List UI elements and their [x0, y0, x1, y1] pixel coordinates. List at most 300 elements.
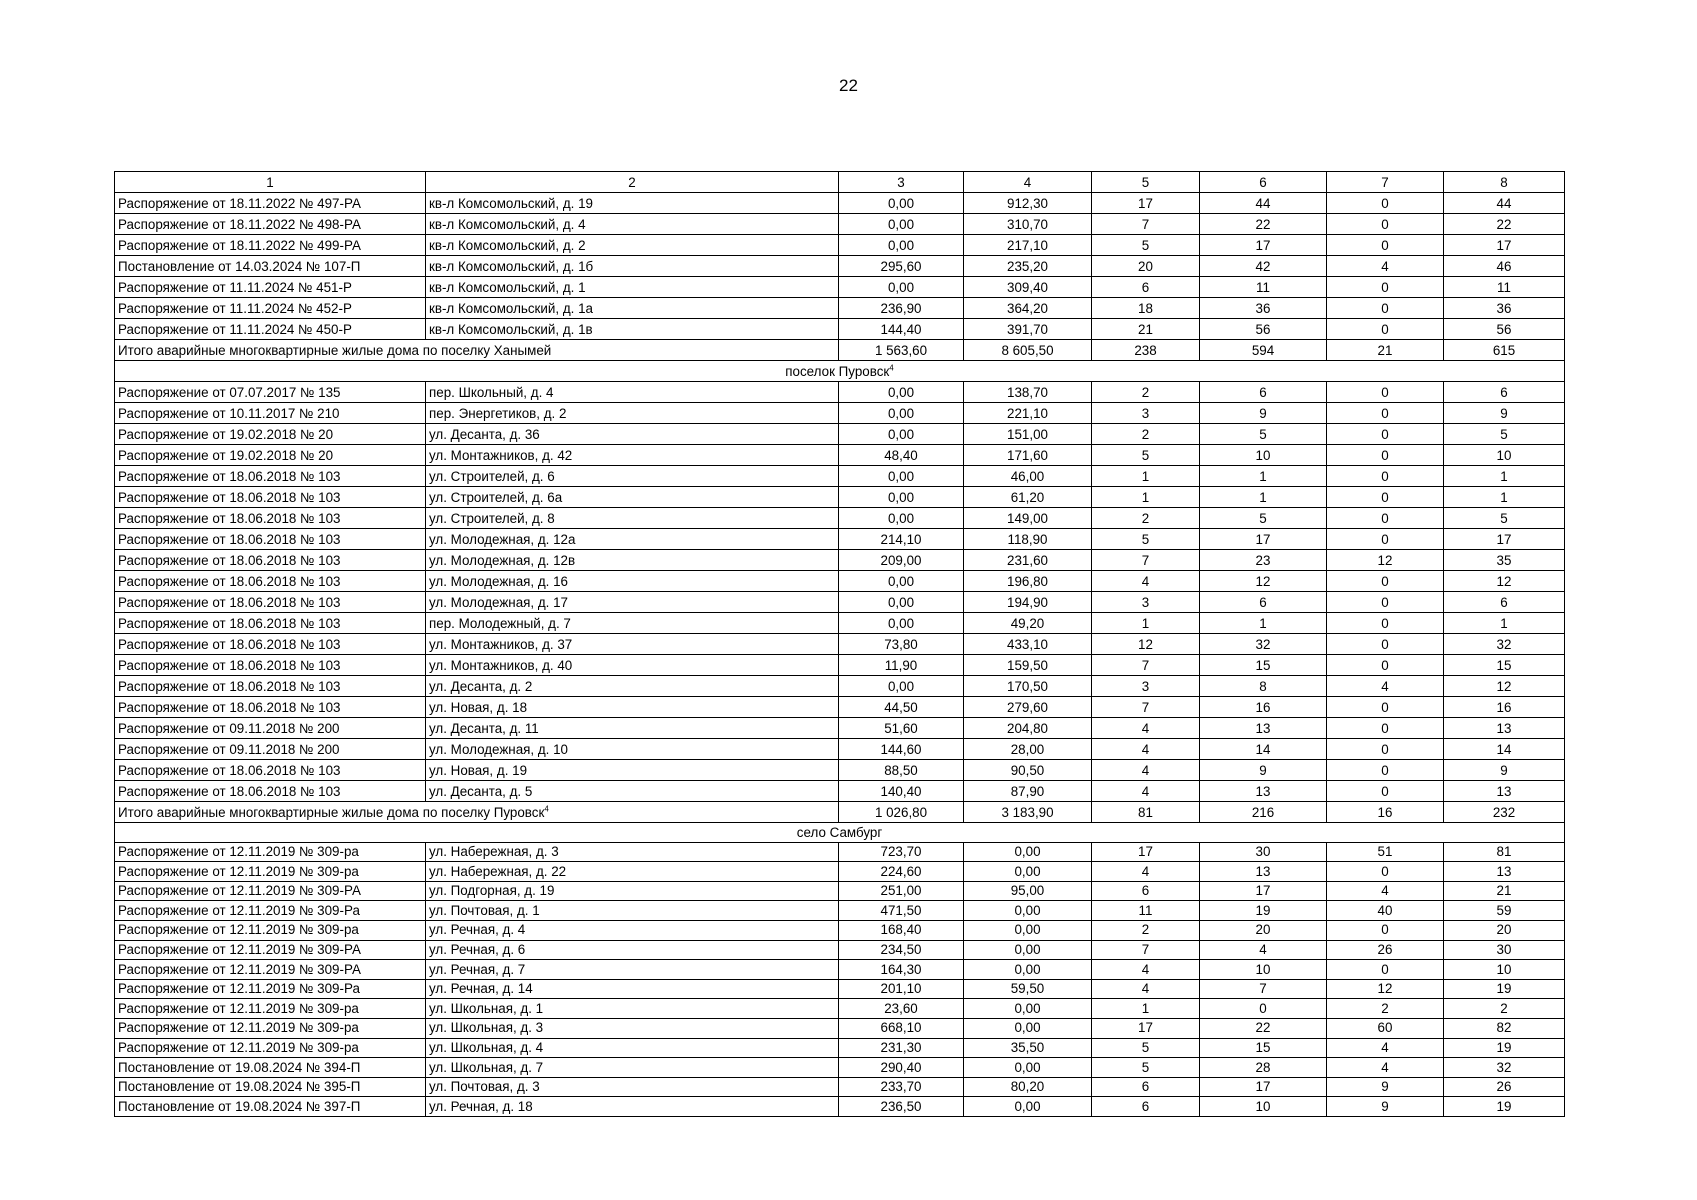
value-cell: 49,20: [964, 613, 1092, 634]
table-row: [115, 697, 1565, 718]
value-cell: 21: [1092, 319, 1200, 340]
document-cell: Постановление от 19.08.2024 № 394-П: [115, 1058, 426, 1078]
value-cell: 290,40: [839, 1058, 964, 1078]
value-cell: 0: [1200, 999, 1327, 1019]
value-cell: 4: [1327, 1058, 1444, 1078]
data-table: [114, 171, 1565, 1117]
value-cell: 295,60: [839, 256, 964, 277]
document-cell: Распоряжение от 18.06.2018 № 103: [115, 781, 426, 802]
value-cell: 60: [1327, 1018, 1444, 1038]
value-cell: 23,60: [839, 999, 964, 1019]
address-cell: ул. Речная, д. 4: [426, 920, 839, 940]
document-cell: Распоряжение от 18.06.2018 № 103: [115, 487, 426, 508]
address-cell: ул. Речная, д. 7: [426, 960, 839, 980]
table-row: [115, 901, 1565, 921]
value-cell: 12: [1444, 676, 1565, 697]
section-header-row: [115, 823, 1565, 843]
value-cell: 90,50: [964, 760, 1092, 781]
value-cell: 221,10: [964, 403, 1092, 424]
value-cell: 17: [1092, 193, 1200, 214]
document-cell: Распоряжение от 07.07.2017 № 135: [115, 382, 426, 403]
value-cell: 4: [1327, 1038, 1444, 1058]
document-cell: Распоряжение от 12.11.2019 № 309-ра: [115, 842, 426, 862]
table-row: [115, 571, 1565, 592]
column-number-cell: 6: [1200, 172, 1327, 193]
value-cell: 12: [1444, 571, 1565, 592]
document-cell: Распоряжение от 18.06.2018 № 103: [115, 613, 426, 634]
total-value-cell: 238: [1092, 340, 1200, 361]
value-cell: 6: [1200, 592, 1327, 613]
document-cell: Распоряжение от 12.11.2019 № 309-ра: [115, 999, 426, 1019]
value-cell: 3: [1092, 676, 1200, 697]
value-cell: 0: [1327, 466, 1444, 487]
value-cell: 217,10: [964, 235, 1092, 256]
value-cell: 0: [1327, 592, 1444, 613]
address-cell: кв-л Комсомольский, д. 1: [426, 277, 839, 298]
value-cell: 12: [1092, 634, 1200, 655]
value-cell: 0,00: [964, 901, 1092, 921]
value-cell: 0,00: [839, 382, 964, 403]
value-cell: 5: [1092, 235, 1200, 256]
address-cell: ул. Молодежная, д. 12в: [426, 550, 839, 571]
document-cell: Распоряжение от 18.06.2018 № 103: [115, 655, 426, 676]
value-cell: 81: [1444, 842, 1565, 862]
document-cell: Распоряжение от 18.06.2018 № 103: [115, 508, 426, 529]
value-cell: 4: [1200, 940, 1327, 960]
table-row: [115, 256, 1565, 277]
value-cell: 118,90: [964, 529, 1092, 550]
document-cell: Распоряжение от 12.11.2019 № 309-Ра: [115, 901, 426, 921]
value-cell: 12: [1327, 979, 1444, 999]
value-cell: 11: [1092, 901, 1200, 921]
value-cell: 144,60: [839, 739, 964, 760]
value-cell: 159,50: [964, 655, 1092, 676]
footnote-marker: 4: [889, 363, 894, 373]
table-row: [115, 550, 1565, 571]
value-cell: 4: [1092, 760, 1200, 781]
value-cell: 20: [1444, 920, 1565, 940]
value-cell: 0: [1327, 960, 1444, 980]
value-cell: 2: [1444, 999, 1565, 1019]
value-cell: 0: [1327, 571, 1444, 592]
value-cell: 0: [1327, 277, 1444, 298]
value-cell: 0,00: [839, 466, 964, 487]
value-cell: 13: [1200, 781, 1327, 802]
address-cell: кв-л Комсомольский, д. 1б: [426, 256, 839, 277]
value-cell: 26: [1327, 940, 1444, 960]
value-cell: 5: [1092, 445, 1200, 466]
document-cell: Распоряжение от 18.11.2022 № 499-РА: [115, 235, 426, 256]
total-row: [115, 340, 1565, 361]
value-cell: 44: [1444, 193, 1565, 214]
value-cell: 40: [1327, 901, 1444, 921]
value-cell: 32: [1200, 634, 1327, 655]
total-value-cell: 216: [1200, 802, 1327, 823]
value-cell: 0: [1327, 655, 1444, 676]
value-cell: 4: [1092, 739, 1200, 760]
value-cell: 0: [1327, 235, 1444, 256]
value-cell: 912,30: [964, 193, 1092, 214]
value-cell: 0: [1327, 193, 1444, 214]
value-cell: 170,50: [964, 676, 1092, 697]
value-cell: 13: [1200, 862, 1327, 882]
table-row: [115, 881, 1565, 901]
value-cell: 17: [1444, 529, 1565, 550]
value-cell: 10: [1200, 1097, 1327, 1117]
value-cell: 0,00: [839, 487, 964, 508]
document-cell: Распоряжение от 18.06.2018 № 103: [115, 592, 426, 613]
value-cell: 59,50: [964, 979, 1092, 999]
table-row: [115, 940, 1565, 960]
value-cell: 236,50: [839, 1097, 964, 1117]
document-cell: Распоряжение от 12.11.2019 № 309-РА: [115, 881, 426, 901]
value-cell: 0,00: [839, 592, 964, 613]
document-cell: Распоряжение от 09.11.2018 № 200: [115, 739, 426, 760]
value-cell: 6: [1092, 277, 1200, 298]
document-cell: Распоряжение от 12.11.2019 № 309-ра: [115, 1018, 426, 1038]
document-cell: Распоряжение от 11.11.2024 № 452-Р: [115, 298, 426, 319]
value-cell: 51,60: [839, 718, 964, 739]
document-cell: Распоряжение от 18.06.2018 № 103: [115, 571, 426, 592]
value-cell: 194,90: [964, 592, 1092, 613]
address-cell: ул. Строителей, д. 6а: [426, 487, 839, 508]
value-cell: 11: [1200, 277, 1327, 298]
table-row: [115, 862, 1565, 882]
value-cell: 1: [1444, 466, 1565, 487]
value-cell: 0: [1327, 424, 1444, 445]
value-cell: 251,00: [839, 881, 964, 901]
value-cell: 14: [1444, 739, 1565, 760]
value-cell: 30: [1444, 940, 1565, 960]
value-cell: 1: [1444, 613, 1565, 634]
document-cell: Распоряжение от 12.11.2019 № 309-ра: [115, 920, 426, 940]
table-row: [115, 842, 1565, 862]
value-cell: 82: [1444, 1018, 1565, 1038]
value-cell: 4: [1327, 881, 1444, 901]
table-row: [115, 214, 1565, 235]
value-cell: 61,20: [964, 487, 1092, 508]
address-cell: пер. Энергетиков, д. 2: [426, 403, 839, 424]
value-cell: 0,00: [964, 1097, 1092, 1117]
value-cell: 10: [1200, 445, 1327, 466]
column-number-cell: 4: [964, 172, 1092, 193]
value-cell: 7: [1092, 214, 1200, 235]
document-cell: Распоряжение от 10.11.2017 № 210: [115, 403, 426, 424]
value-cell: 0,00: [964, 1058, 1092, 1078]
value-cell: 4: [1092, 960, 1200, 980]
column-number-cell: 7: [1327, 172, 1444, 193]
value-cell: 17: [1200, 529, 1327, 550]
value-cell: 279,60: [964, 697, 1092, 718]
document-cell: Распоряжение от 18.11.2022 № 497-РА: [115, 193, 426, 214]
address-cell: ул. Школьная, д. 7: [426, 1058, 839, 1078]
value-cell: 17: [1092, 1018, 1200, 1038]
value-cell: 46,00: [964, 466, 1092, 487]
value-cell: 8: [1200, 676, 1327, 697]
value-cell: 196,80: [964, 571, 1092, 592]
address-cell: ул. Речная, д. 18: [426, 1097, 839, 1117]
value-cell: 1: [1092, 466, 1200, 487]
value-cell: 0: [1327, 214, 1444, 235]
value-cell: 13: [1200, 718, 1327, 739]
value-cell: 224,60: [839, 862, 964, 882]
value-cell: 1: [1200, 466, 1327, 487]
value-cell: 0,00: [964, 920, 1092, 940]
table-row: [115, 424, 1565, 445]
table-row: [115, 655, 1565, 676]
column-number-cell: 3: [839, 172, 964, 193]
document-cell: Распоряжение от 11.11.2024 № 450-Р: [115, 319, 426, 340]
value-cell: 56: [1444, 319, 1565, 340]
table-row: [115, 999, 1565, 1019]
value-cell: 14: [1200, 739, 1327, 760]
value-cell: 44: [1200, 193, 1327, 214]
value-cell: 0: [1327, 403, 1444, 424]
value-cell: 5: [1092, 1058, 1200, 1078]
value-cell: 0: [1327, 298, 1444, 319]
value-cell: 15: [1200, 655, 1327, 676]
value-cell: 310,70: [964, 214, 1092, 235]
document-cell: Распоряжение от 11.11.2024 № 451-Р: [115, 277, 426, 298]
table-body: [115, 172, 1565, 1117]
value-cell: 214,10: [839, 529, 964, 550]
value-cell: 13: [1444, 781, 1565, 802]
address-cell: ул. Речная, д. 6: [426, 940, 839, 960]
address-cell: ул. Молодежная, д. 17: [426, 592, 839, 613]
table-row: [115, 466, 1565, 487]
address-cell: ул. Молодежная, д. 16: [426, 571, 839, 592]
value-cell: 433,10: [964, 634, 1092, 655]
value-cell: 0: [1327, 781, 1444, 802]
total-value-cell: 81: [1092, 802, 1200, 823]
document-cell: Распоряжение от 12.11.2019 № 309-ра: [115, 1038, 426, 1058]
value-cell: 0,00: [964, 862, 1092, 882]
value-cell: 0,00: [839, 613, 964, 634]
value-cell: 11,90: [839, 655, 964, 676]
value-cell: 235,20: [964, 256, 1092, 277]
section-header-row: [115, 361, 1565, 382]
table-row: [115, 1058, 1565, 1078]
value-cell: 15: [1444, 655, 1565, 676]
value-cell: 28,00: [964, 739, 1092, 760]
value-cell: 0: [1327, 487, 1444, 508]
total-value-cell: 1 026,80: [839, 802, 964, 823]
address-cell: ул. Монтажников, д. 42: [426, 445, 839, 466]
value-cell: 28: [1200, 1058, 1327, 1078]
value-cell: 17: [1444, 235, 1565, 256]
document-cell: Распоряжение от 18.06.2018 № 103: [115, 697, 426, 718]
address-cell: ул. Десанта, д. 5: [426, 781, 839, 802]
address-cell: кв-л Комсомольский, д. 4: [426, 214, 839, 235]
document-cell: Распоряжение от 18.06.2018 № 103: [115, 760, 426, 781]
value-cell: 6: [1092, 1097, 1200, 1117]
document-cell: Распоряжение от 19.02.2018 № 20: [115, 424, 426, 445]
value-cell: 35,50: [964, 1038, 1092, 1058]
address-cell: ул. Строителей, д. 8: [426, 508, 839, 529]
value-cell: 2: [1092, 508, 1200, 529]
total-value-cell: 8 605,50: [964, 340, 1092, 361]
address-cell: ул. Школьная, д. 1: [426, 999, 839, 1019]
address-cell: ул. Новая, д. 18: [426, 697, 839, 718]
value-cell: 3: [1092, 403, 1200, 424]
address-cell: кв-л Комсомольский, д. 1в: [426, 319, 839, 340]
value-cell: 56: [1200, 319, 1327, 340]
value-cell: 19: [1444, 979, 1565, 999]
value-cell: 234,50: [839, 940, 964, 960]
value-cell: 6: [1444, 382, 1565, 403]
page-number: 22: [839, 76, 858, 95]
value-cell: 9: [1444, 760, 1565, 781]
value-cell: 95,00: [964, 881, 1092, 901]
value-cell: 0: [1327, 445, 1444, 466]
table-row: [115, 760, 1565, 781]
table-row: [115, 1077, 1565, 1097]
value-cell: 4: [1092, 862, 1200, 882]
value-cell: 17: [1200, 235, 1327, 256]
document-cell: Постановление от 19.08.2024 № 397-П: [115, 1097, 426, 1117]
table-row: [115, 445, 1565, 466]
value-cell: 4: [1327, 256, 1444, 277]
address-cell: кв-л Комсомольский, д. 2: [426, 235, 839, 256]
value-cell: 0: [1327, 739, 1444, 760]
total-value-cell: 594: [1200, 340, 1327, 361]
value-cell: 364,20: [964, 298, 1092, 319]
value-cell: 1: [1092, 613, 1200, 634]
value-cell: 204,80: [964, 718, 1092, 739]
table-row: [115, 403, 1565, 424]
document-cell: Распоряжение от 18.06.2018 № 103: [115, 466, 426, 487]
address-cell: ул. Монтажников, д. 37: [426, 634, 839, 655]
value-cell: 5: [1200, 508, 1327, 529]
value-cell: 144,40: [839, 319, 964, 340]
value-cell: 2: [1327, 999, 1444, 1019]
value-cell: 30: [1200, 842, 1327, 862]
total-value-cell: 232: [1444, 802, 1565, 823]
value-cell: 12: [1200, 571, 1327, 592]
value-cell: 7: [1092, 550, 1200, 571]
table-row: [115, 487, 1565, 508]
value-cell: 9: [1327, 1077, 1444, 1097]
address-cell: ул. Молодежная, д. 10: [426, 739, 839, 760]
value-cell: 17: [1200, 881, 1327, 901]
value-cell: 138,70: [964, 382, 1092, 403]
address-cell: ул. Молодежная, д. 12а: [426, 529, 839, 550]
value-cell: 48,40: [839, 445, 964, 466]
value-cell: 46: [1444, 256, 1565, 277]
column-number-cell: 5: [1092, 172, 1200, 193]
value-cell: 21: [1444, 881, 1565, 901]
table-row: [115, 739, 1565, 760]
document-cell: Распоряжение от 18.06.2018 № 103: [115, 529, 426, 550]
value-cell: 5: [1092, 529, 1200, 550]
total-value-cell: 1 563,60: [839, 340, 964, 361]
value-cell: 5: [1444, 508, 1565, 529]
table-row: [115, 979, 1565, 999]
value-cell: 5: [1092, 1038, 1200, 1058]
value-cell: 19: [1444, 1038, 1565, 1058]
value-cell: 0,00: [839, 214, 964, 235]
value-cell: 22: [1200, 1018, 1327, 1038]
document-cell: Распоряжение от 18.11.2022 № 498-РА: [115, 214, 426, 235]
value-cell: 19: [1200, 901, 1327, 921]
value-cell: 0,00: [839, 424, 964, 445]
value-cell: 9: [1200, 760, 1327, 781]
document-cell: Распоряжение от 12.11.2019 № 309-РА: [115, 940, 426, 960]
table-row: [115, 1018, 1565, 1038]
value-cell: 73,80: [839, 634, 964, 655]
table-row: [115, 319, 1565, 340]
document-cell: Распоряжение от 18.06.2018 № 103: [115, 634, 426, 655]
value-cell: 151,00: [964, 424, 1092, 445]
address-cell: ул. Подгорная, д. 19: [426, 881, 839, 901]
value-cell: 0,00: [839, 235, 964, 256]
address-cell: пер. Школьный, д. 4: [426, 382, 839, 403]
value-cell: 0: [1327, 508, 1444, 529]
value-cell: 59: [1444, 901, 1565, 921]
value-cell: 231,60: [964, 550, 1092, 571]
address-cell: ул. Школьная, д. 3: [426, 1018, 839, 1038]
value-cell: 1: [1092, 487, 1200, 508]
table-row: [115, 277, 1565, 298]
table-row: [115, 508, 1565, 529]
document-cell: Распоряжение от 19.02.2018 № 20: [115, 445, 426, 466]
value-cell: 0: [1327, 697, 1444, 718]
total-label: Итого аварийные многоквартирные жилые дома по поселку Ханымей: [115, 340, 839, 361]
address-cell: ул. Речная, д. 14: [426, 979, 839, 999]
value-cell: 471,50: [839, 901, 964, 921]
value-cell: 7: [1092, 697, 1200, 718]
address-cell: пер. Молодежный, д. 7: [426, 613, 839, 634]
document-cell: Распоряжение от 12.11.2019 № 309-РА: [115, 960, 426, 980]
table-row: [115, 193, 1565, 214]
value-cell: 32: [1444, 634, 1565, 655]
table-row: [115, 676, 1565, 697]
value-cell: 6: [1092, 1077, 1200, 1097]
value-cell: 0: [1327, 718, 1444, 739]
value-cell: 0: [1327, 319, 1444, 340]
value-cell: 26: [1444, 1077, 1565, 1097]
value-cell: 236,90: [839, 298, 964, 319]
value-cell: 0: [1327, 920, 1444, 940]
value-cell: 4: [1327, 676, 1444, 697]
value-cell: 10: [1200, 960, 1327, 980]
total-label: Итого аварийные многоквартирные жилые дома по поселку Пуровск$^4$: [115, 802, 839, 823]
value-cell: 20: [1200, 920, 1327, 940]
table-row: [115, 382, 1565, 403]
address-cell: ул. Десанта, д. 11: [426, 718, 839, 739]
value-cell: 11: [1444, 277, 1565, 298]
value-cell: 18: [1092, 298, 1200, 319]
value-cell: 88,50: [839, 760, 964, 781]
value-cell: 2: [1092, 424, 1200, 445]
value-cell: 0,00: [839, 676, 964, 697]
value-cell: 51: [1327, 842, 1444, 862]
value-cell: 0,00: [964, 999, 1092, 1019]
value-cell: 2: [1092, 920, 1200, 940]
value-cell: 22: [1200, 214, 1327, 235]
value-cell: 22: [1444, 214, 1565, 235]
value-cell: 1: [1200, 613, 1327, 634]
value-cell: 16: [1444, 697, 1565, 718]
value-cell: 309,40: [964, 277, 1092, 298]
value-cell: 0: [1327, 760, 1444, 781]
table-row: [115, 235, 1565, 256]
value-cell: 7: [1092, 655, 1200, 676]
table-row: [115, 1097, 1565, 1117]
address-cell: ул. Почтовая, д. 3: [426, 1077, 839, 1097]
value-cell: 7: [1092, 940, 1200, 960]
value-cell: 4: [1092, 979, 1200, 999]
